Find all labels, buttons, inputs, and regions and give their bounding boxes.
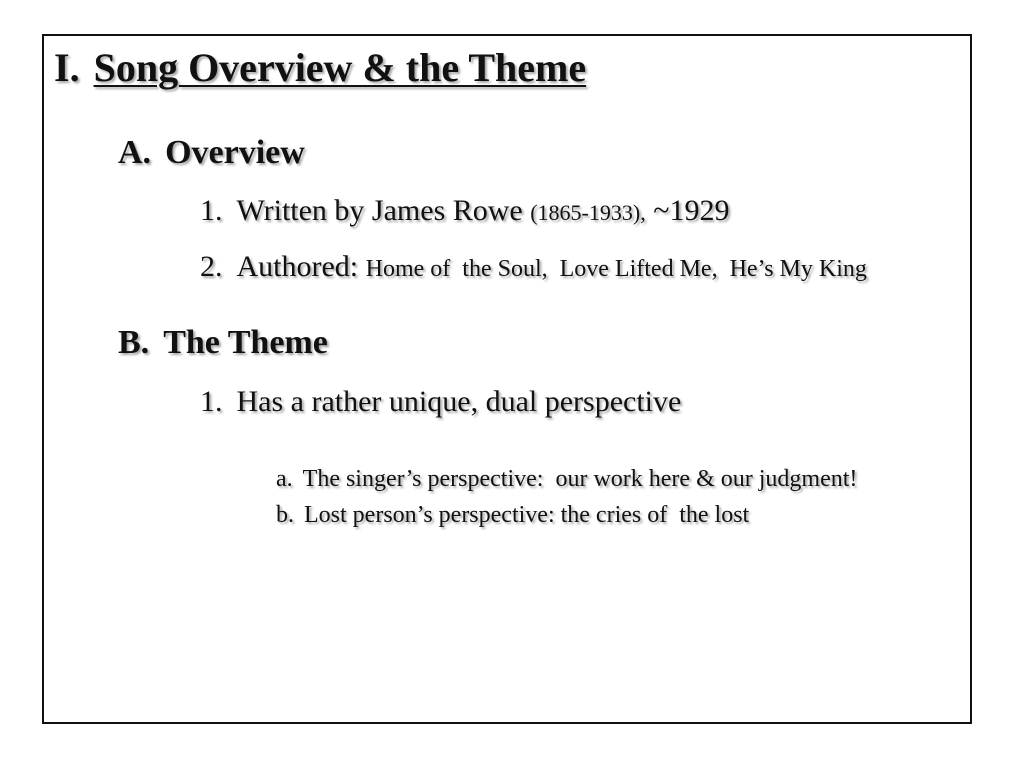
section-a-marker: A. xyxy=(118,134,152,171)
heading-title: Song Overview & the Theme xyxy=(93,45,587,90)
section-b-title: The Theme xyxy=(163,324,328,361)
item-marker: 2. xyxy=(200,250,223,283)
subitem-text: The singer’s perspective: our work here & our judgment! xyxy=(302,466,858,492)
author-dates: (1865-1933), xyxy=(530,200,646,225)
main-heading xyxy=(54,44,586,91)
subitem-marker: a. xyxy=(276,466,293,492)
section-a-item-2 xyxy=(200,250,867,284)
authored-songs-list: Home of the Soul, Love Lifted Me, He’s My King xyxy=(365,256,867,282)
written-year: ~1929 xyxy=(645,194,730,227)
section-b-subitem-b xyxy=(252,475,749,556)
section-b-marker: B. xyxy=(118,324,150,361)
section-a-heading xyxy=(118,134,305,172)
item-text: Written by James Rowe xyxy=(236,194,523,227)
subitem-text: Lost person’s perspective: the cries of the lost xyxy=(304,502,750,528)
item-marker: 1. xyxy=(200,385,223,418)
item-text: Has a rather unique, dual perspective xyxy=(236,385,682,418)
item-marker: 1. xyxy=(200,194,223,227)
item-text: Authored: xyxy=(236,250,359,283)
section-b-heading xyxy=(118,324,328,362)
section-b-item-1 xyxy=(200,385,681,419)
section-a-title: Overview xyxy=(165,134,305,171)
subitem-marker: b. xyxy=(276,502,294,528)
heading-numeral: I. xyxy=(54,45,80,90)
section-a-item-1 xyxy=(200,194,729,228)
